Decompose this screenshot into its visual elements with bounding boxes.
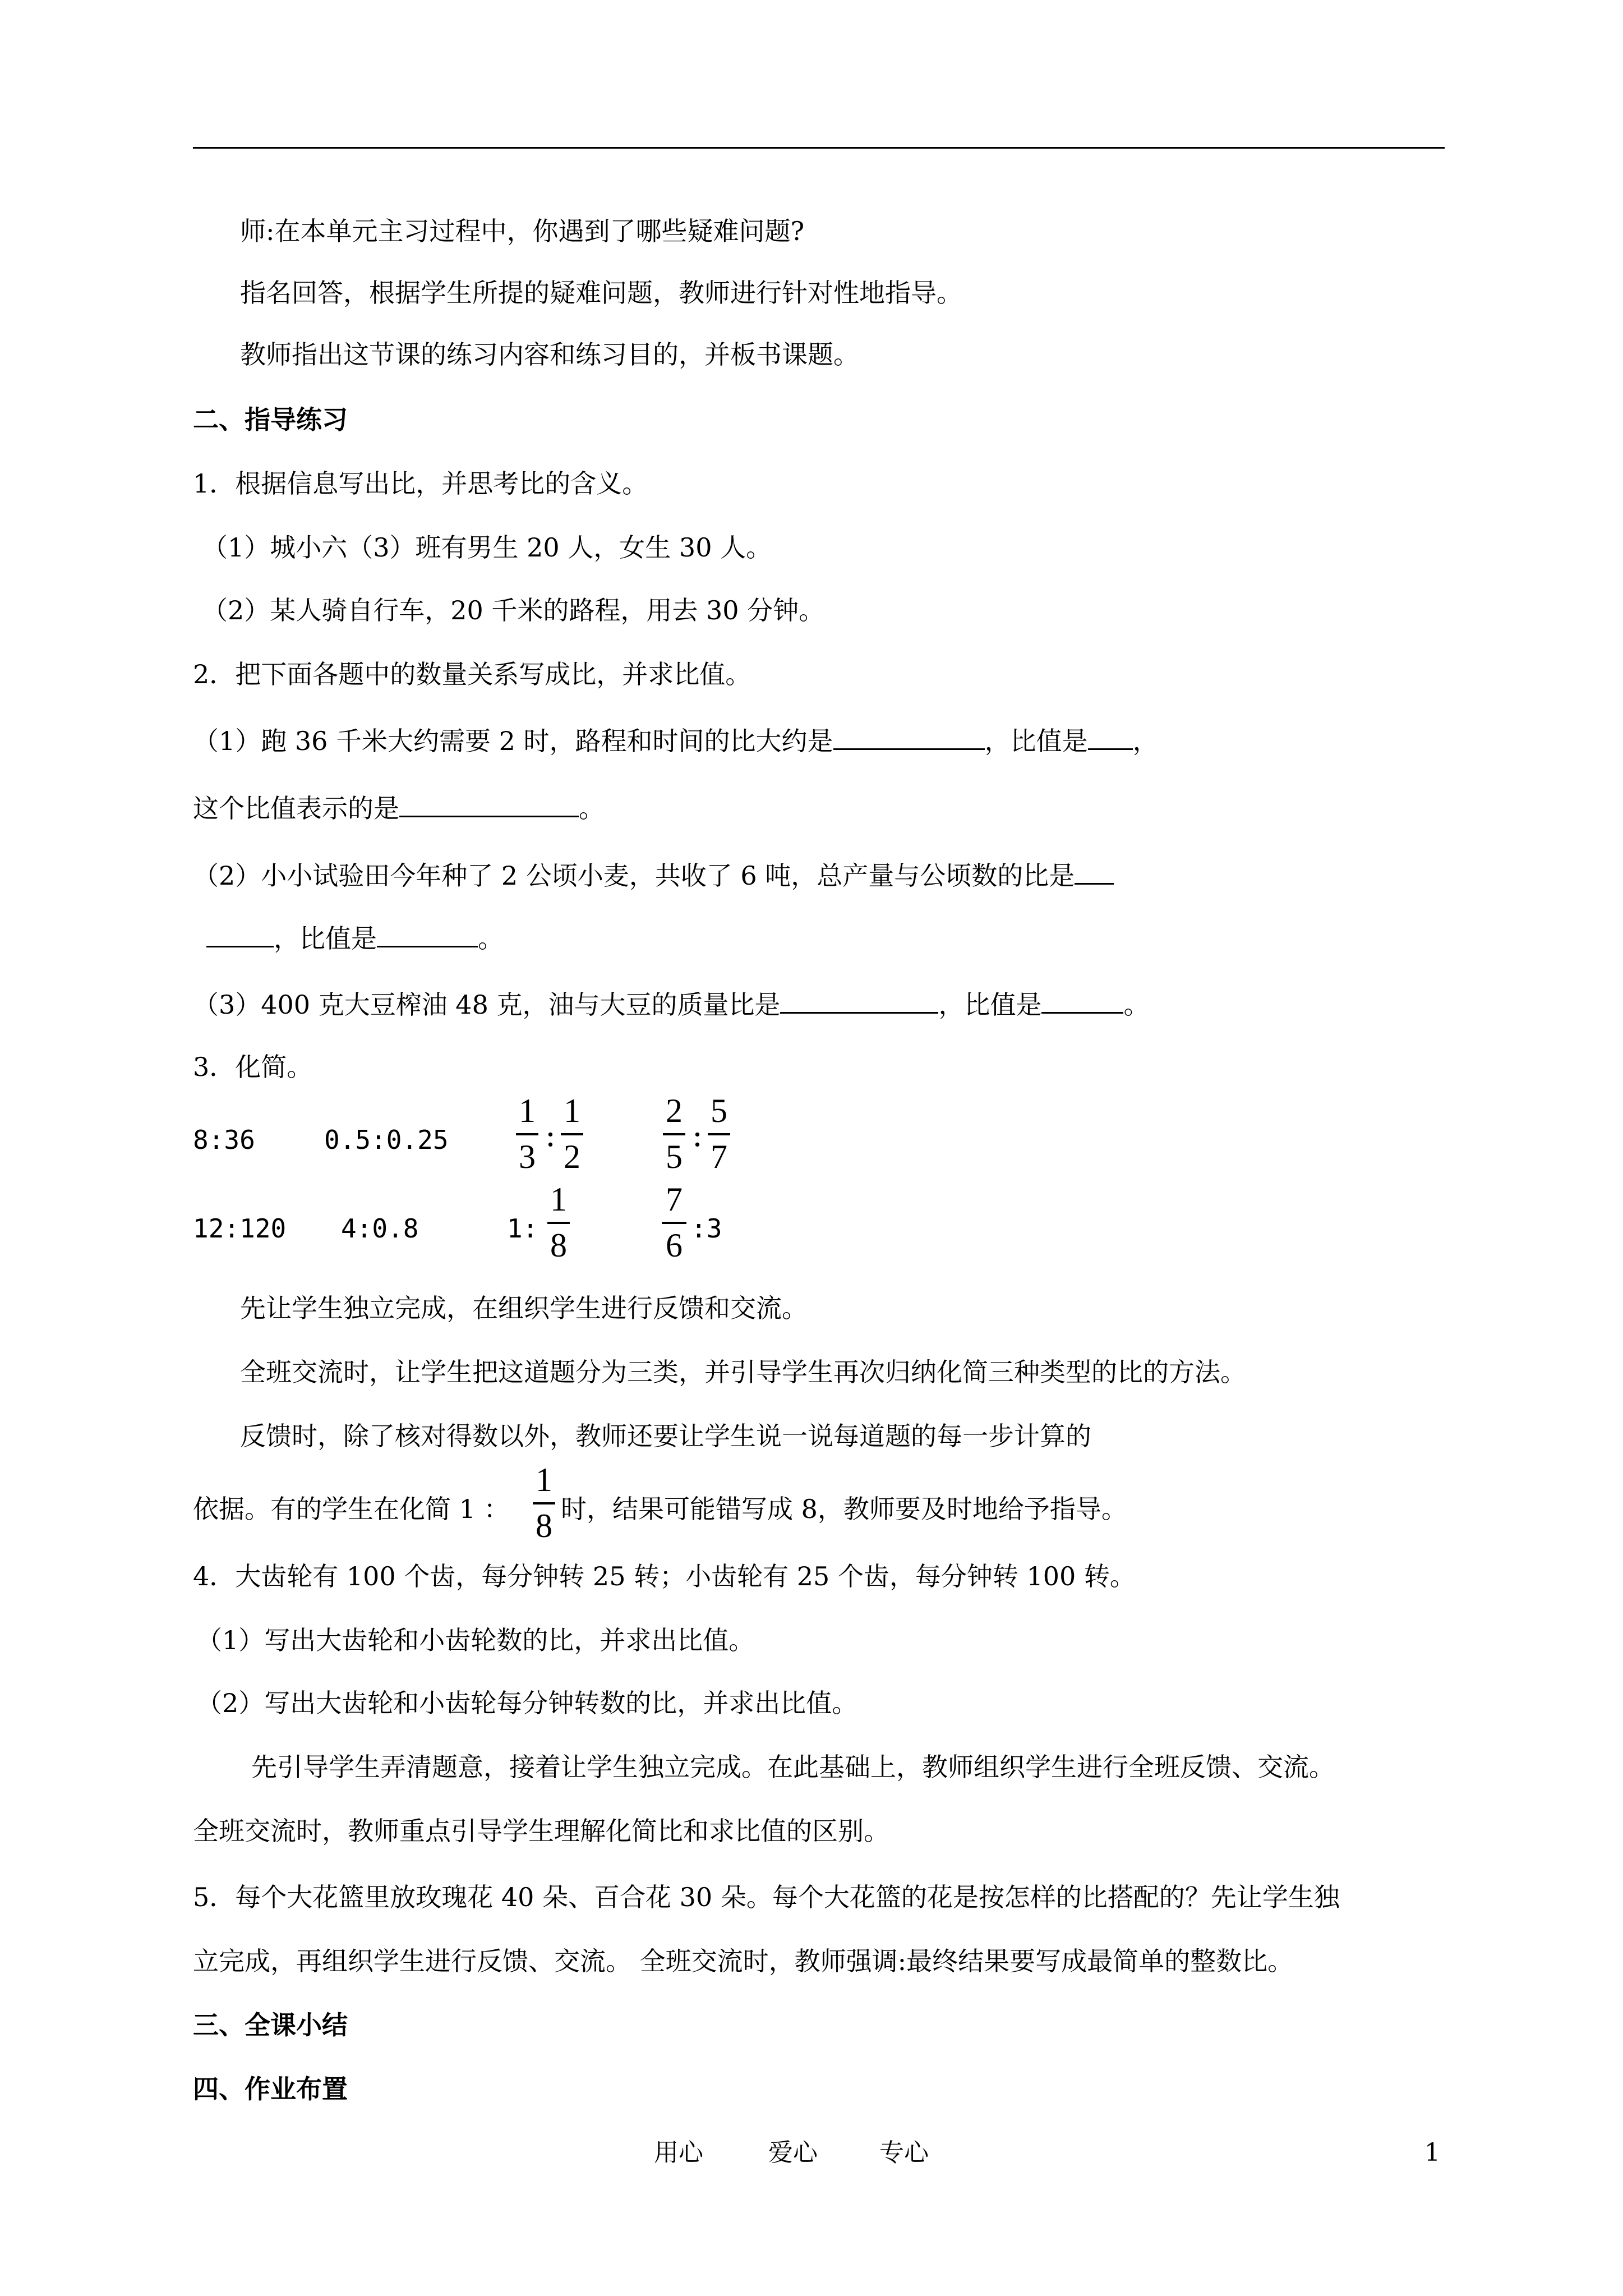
- fraction-1-8-inline: [533, 1463, 555, 1547]
- fraction-denominator: 2: [564, 1138, 580, 1175]
- ratio-colon: :: [692, 1117, 703, 1154]
- fraction-bar: [708, 1133, 730, 1135]
- intro-teacher: 教师指出这节课的练习内容和练习目的，并板书课题。: [240, 339, 859, 370]
- fraction-denominator: 8: [550, 1227, 567, 1264]
- section-3-heading: 三、全课小结: [193, 2010, 348, 2040]
- section-2-heading: 二、指导练习: [193, 404, 348, 435]
- exercise-3-para-2: 全班交流时，让学生把这道题分为三类，并引导学生再次归纳化简三种类型的比的方法。: [240, 1357, 1246, 1387]
- exercise-2-b-line1: [193, 858, 1114, 892]
- answer-blank[interactable]: [377, 921, 478, 947]
- exercise-2-a-text2: ，比值是: [984, 726, 1088, 756]
- fraction-numerator: 2: [666, 1092, 683, 1129]
- exercise-3-title: 3．化简。: [193, 1052, 313, 1082]
- fraction-bar: [547, 1222, 570, 1224]
- exercise-3-para-3: 反馈时，除了核对得数以外，教师还要让学生说一说每道题的每一步计算的: [240, 1421, 1091, 1451]
- fraction-numerator: 1: [519, 1092, 536, 1129]
- exercise-5-line-2: 立完成，再组织学生进行反馈、交流。 全班交流时，教师强调:最终结果要写成最简单的整数比。: [193, 1946, 1294, 1976]
- fraction-denominator: 7: [711, 1138, 727, 1175]
- exercise-2-b-text2: ，比值是: [274, 923, 377, 954]
- fraction-1-8: [547, 1182, 570, 1267]
- exercise-2-a-line2: [193, 791, 605, 825]
- exercise-2-a-text3: ，: [1132, 726, 1159, 756]
- exercise-1-title: 1．根据信息写出比，并思考比的含义。: [193, 468, 648, 499]
- fraction-denominator: 6: [666, 1227, 683, 1264]
- fraction-numerator: 1: [550, 1181, 567, 1218]
- section-4-heading: 四、作业布置: [193, 2074, 348, 2104]
- exercise-4-b: （2）写出大齿轮和小齿轮每分钟转数的比，并求出比值。: [196, 1688, 858, 1718]
- expression-12-120: 12:120: [193, 1213, 287, 1244]
- fraction-numerator: 1: [564, 1092, 580, 1129]
- answer-blank[interactable]: [1075, 858, 1114, 885]
- fraction-bar: [663, 1133, 685, 1135]
- expression-8-36: 8:36: [193, 1125, 255, 1155]
- exercise-3-para-4a: 依据。有的学生在化简 1 ：: [193, 1494, 510, 1524]
- exercise-2-b-line2: [206, 921, 504, 955]
- exercise-1-b: （2）某人骑自行车，20 千米的路程，用去 30 分钟。: [202, 595, 825, 625]
- fraction-1-3: [516, 1094, 538, 1178]
- fraction-bar: [662, 1222, 686, 1224]
- exercise-3-para-4b: 时，结果可能错写成 8，教师要及时地给予指导。: [561, 1494, 1127, 1524]
- intro-question: 师:在本单元主习过程中，你遇到了哪些疑难问题?: [240, 216, 805, 246]
- fraction-denominator: 5: [666, 1138, 683, 1175]
- footer-word-3: 专心: [879, 2138, 929, 2167]
- fraction-1-2: [561, 1094, 583, 1178]
- exercise-2-a-text: （1）跑 36 千米大约需要 2 时，路程和时间的比大约是: [193, 726, 833, 756]
- fraction-denominator: 3: [519, 1138, 536, 1175]
- fraction-5-7: [708, 1094, 730, 1178]
- footer-word-1: 用心: [654, 2138, 703, 2167]
- exercise-5-line-1: 5．每个大花篮里放玫瑰花 40 朵、百合花 30 朵。每个大花篮的花是按怎样的比搭配的？先让学生独: [193, 1882, 1340, 1912]
- fraction-2-5: [663, 1094, 685, 1178]
- expression-4-0-8: 4:0.8: [341, 1213, 419, 1244]
- fraction-bar: [561, 1133, 583, 1135]
- fraction-numerator: 5: [711, 1092, 727, 1129]
- fraction-bar: [533, 1502, 555, 1504]
- answer-blank[interactable]: [206, 921, 274, 947]
- exercise-1-a: （1）城小六（3）班有男生 20 人，女生 30 人。: [202, 532, 772, 563]
- exercise-2-c-text: （3）400 克大豆榨油 48 克，油与大豆的质量比是: [193, 990, 781, 1020]
- fraction-bar: [516, 1133, 538, 1135]
- exercise-2-a-text5: 。: [579, 793, 605, 823]
- exercise-4-a: （1）写出大齿轮和小齿轮数的比，并求出比值。: [196, 1625, 755, 1655]
- answer-blank[interactable]: [1088, 724, 1133, 750]
- answer-blank[interactable]: [1041, 987, 1123, 1014]
- exercise-4-para-1: 先引导学生弄清题意，接着让学生独立完成。在此基础上，教师组织学生进行全班反馈、交流。: [251, 1752, 1335, 1782]
- fraction-numerator: 1: [536, 1461, 552, 1498]
- ratio-colon: :: [545, 1117, 556, 1154]
- fraction-numerator: 7: [666, 1181, 683, 1218]
- footer-word-2: 爱心: [768, 2138, 818, 2167]
- exercise-3-para-1: 先让学生独立完成，在组织学生进行反馈和交流。: [240, 1293, 808, 1323]
- exercise-2-c-text3: 。: [1123, 990, 1150, 1020]
- fraction-7-6: [662, 1182, 686, 1267]
- exercise-2-a-line1: [193, 724, 1159, 758]
- page-number: 1: [1424, 2138, 1440, 2167]
- exercise-2-b-text: （2）小小试验田今年种了 2 公顷小麦，共收了 6 吨，总产量与公顷数的比是: [193, 861, 1075, 891]
- exercise-2-a-text4: 这个比值表示的是: [193, 793, 399, 823]
- exercise-4-para-2: 全班交流时，教师重点引导学生理解化简比和求比值的区别。: [193, 1816, 889, 1846]
- answer-blank[interactable]: [833, 724, 985, 750]
- fraction-denominator: 8: [536, 1507, 552, 1544]
- expression-1-colon: 1:: [507, 1213, 538, 1244]
- intro-answer: 指名回答，根据学生所提的疑难问题，教师进行针对性地指导。: [240, 278, 962, 308]
- answer-blank[interactable]: [399, 791, 579, 817]
- exercise-2-b-text3: 。: [478, 923, 504, 954]
- exercise-4-title: 4．大齿轮有 100 个齿，每分钟转 25 转；小齿轮有 25 个齿，每分钟转 100 转。: [193, 1561, 1136, 1591]
- header-rule: [193, 147, 1445, 149]
- exercise-2-c-line: [193, 987, 1149, 1022]
- expression-colon-3: :3: [691, 1213, 722, 1244]
- exercise-2-c-text2: ，比值是: [938, 990, 1042, 1020]
- exercise-2-title: 2．把下面各题中的数量关系写成比，并求比值。: [193, 659, 751, 689]
- answer-blank[interactable]: [780, 987, 938, 1014]
- expression-0-5-0-25: 0.5:0.25: [324, 1125, 449, 1155]
